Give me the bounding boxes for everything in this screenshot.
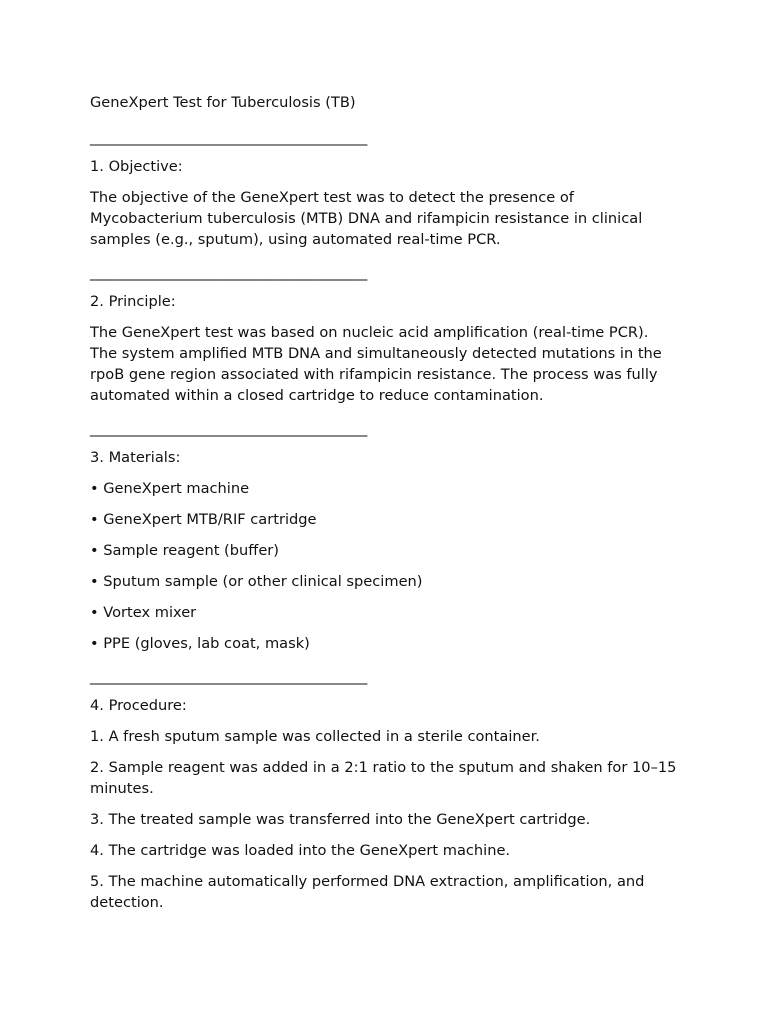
procedure-step: 5. The machine automatically performed DNA extraction, amplification, and detection. bbox=[90, 873, 645, 911]
objective-heading: 1. Objective: bbox=[90, 158, 183, 175]
document-title: GeneXpert Test for Tuberculosis (TB) bbox=[90, 94, 356, 111]
procedure-step: 2. Sample reagent was added in a 2:1 ratio to the sputum and shaken for 10–15 minutes. bbox=[90, 759, 677, 797]
section-divider: ______________________________________ bbox=[90, 668, 368, 685]
section-divider: ______________________________________ bbox=[90, 129, 368, 146]
materials-item: • PPE (gloves, lab coat, mask) bbox=[90, 635, 310, 652]
procedure-step: 3. The treated sample was transferred into the GeneXpert cartridge. bbox=[90, 811, 591, 828]
procedure-heading: 4. Procedure: bbox=[90, 697, 187, 714]
objective-text: The objective of the GeneXpert test was to detect the presence of Mycobacterium tuberculosis (MTB) DNA and rifampicin resistance in clinical samples (e.g., sputum), using automated real-time PCR. bbox=[90, 189, 643, 248]
materials-heading: 3. Materials: bbox=[90, 449, 181, 466]
principle-text: The GeneXpert test was based on nucleic acid amplification (real-time PCR). The system amplified MTB DNA and simultaneously detected mutations in the rpoB gene region associated with rifampicin resistance. The process was fully automated within a closed cartridge to reduce contamination. bbox=[90, 324, 662, 404]
materials-item: • Sputum sample (or other clinical specimen) bbox=[90, 573, 423, 590]
section-divider: ______________________________________ bbox=[90, 420, 368, 437]
materials-item: • GeneXpert machine bbox=[90, 480, 250, 497]
principle-heading: 2. Principle: bbox=[90, 293, 176, 310]
section-divider: ______________________________________ bbox=[90, 264, 368, 281]
procedure-step: 4. The cartridge was loaded into the GeneXpert machine. bbox=[90, 842, 511, 859]
materials-item: • Vortex mixer bbox=[90, 604, 197, 621]
document-page bbox=[90, 92, 680, 923]
materials-item: • GeneXpert MTB/RIF cartridge bbox=[90, 511, 317, 528]
procedure-step: 1. A fresh sputum sample was collected in a sterile container. bbox=[90, 728, 540, 745]
materials-item: • Sample reagent (buffer) bbox=[90, 542, 279, 559]
